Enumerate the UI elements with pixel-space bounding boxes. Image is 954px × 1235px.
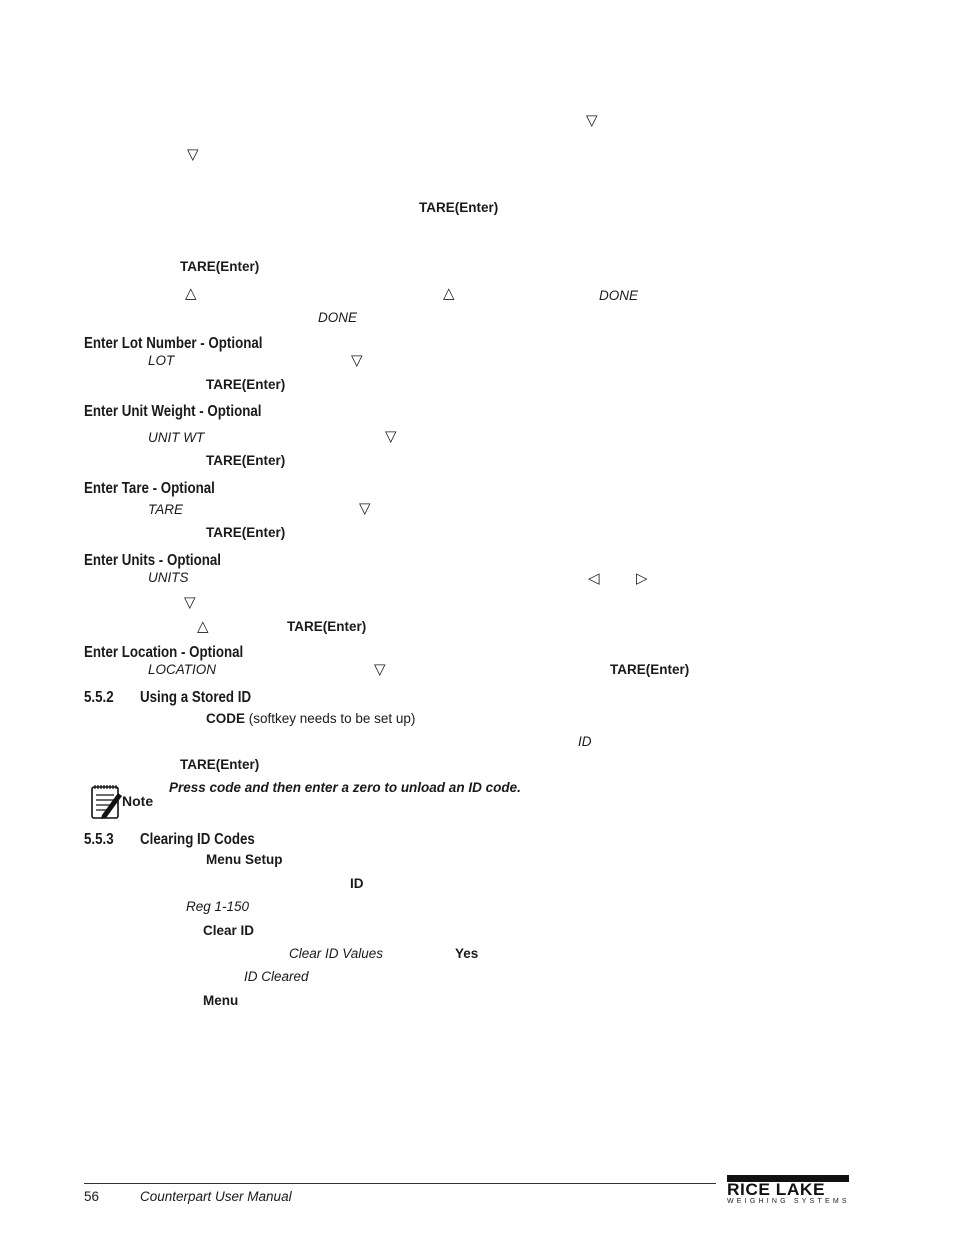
code-note: (softkey needs to be set up) bbox=[245, 711, 416, 726]
tare-enter-key: TARE(Enter) bbox=[287, 619, 367, 634]
left-arrow-icon: ◁ bbox=[588, 569, 600, 587]
tare-enter-key: TARE(Enter) bbox=[610, 662, 690, 677]
done-prompt: DONE bbox=[599, 288, 639, 303]
heading-units: Enter Units - Optional bbox=[84, 552, 222, 569]
down-arrow-icon: ▽ bbox=[374, 660, 386, 678]
yes-key: Yes bbox=[455, 946, 479, 961]
location-prompt: LOCATION bbox=[148, 662, 217, 677]
id-cleared-prompt: ID Cleared bbox=[244, 969, 309, 984]
tare-enter-key: TARE(Enter) bbox=[180, 757, 260, 772]
down-arrow-icon: ▽ bbox=[359, 499, 371, 517]
id-key: ID bbox=[350, 876, 364, 891]
up-arrow-icon: △ bbox=[443, 284, 455, 302]
section-title-clearing: Clearing ID Codes bbox=[140, 831, 255, 848]
down-arrow-icon: ▽ bbox=[184, 593, 196, 611]
heading-lot-number: Enter Lot Number - Optional bbox=[84, 335, 263, 352]
reg-prompt: Reg 1-150 bbox=[186, 899, 250, 914]
down-arrow-icon: ▽ bbox=[586, 111, 598, 129]
logo-sub-text: WEIGHING SYSTEMS bbox=[727, 1198, 850, 1205]
tare-enter-key: TARE(Enter) bbox=[419, 200, 499, 215]
tare-enter-key: TARE(Enter) bbox=[206, 453, 286, 468]
menu-setup-key: Menu Setup bbox=[206, 852, 283, 867]
logo-main-text: RICE LAKE bbox=[727, 1180, 826, 1199]
heading-tare: Enter Tare - Optional bbox=[84, 480, 215, 497]
units-prompt: UNITS bbox=[148, 570, 189, 585]
done-prompt: DONE bbox=[318, 310, 358, 325]
tare-enter-key: TARE(Enter) bbox=[206, 377, 286, 392]
id-prompt: ID bbox=[578, 734, 592, 749]
menu-key: Menu bbox=[203, 993, 239, 1008]
unit-wt-prompt: UNIT WT bbox=[148, 430, 205, 445]
section-title-stored-id: Using a Stored ID bbox=[140, 689, 252, 706]
code-key: CODE bbox=[206, 711, 246, 726]
footer-rule bbox=[84, 1183, 716, 1184]
right-arrow-icon: ▷ bbox=[636, 569, 648, 587]
tare-enter-key: TARE(Enter) bbox=[180, 259, 260, 274]
clear-values-prompt: Clear ID Values bbox=[289, 946, 384, 961]
heading-unit-weight: Enter Unit Weight - Optional bbox=[84, 403, 262, 420]
up-arrow-icon: △ bbox=[197, 617, 209, 635]
section-number: 5.5.3 bbox=[84, 831, 114, 848]
down-arrow-icon: ▽ bbox=[385, 427, 397, 445]
down-arrow-icon: ▽ bbox=[351, 351, 363, 369]
up-arrow-icon: △ bbox=[185, 284, 197, 302]
page-number: 56 bbox=[84, 1189, 100, 1204]
clear-id-key: Clear ID bbox=[203, 923, 255, 938]
lot-prompt: LOT bbox=[148, 353, 175, 368]
manual-title: Counterpart User Manual bbox=[140, 1189, 292, 1204]
note-label: Note bbox=[122, 793, 154, 809]
down-arrow-icon: ▽ bbox=[187, 145, 199, 163]
section-number: 5.5.2 bbox=[84, 689, 114, 706]
note-text: Press code and then enter a zero to unload an ID code. bbox=[169, 780, 521, 795]
heading-location: Enter Location - Optional bbox=[84, 644, 244, 661]
code-line bbox=[206, 712, 415, 726]
tare-enter-key: TARE(Enter) bbox=[206, 525, 286, 540]
tare-prompt: TARE bbox=[148, 502, 184, 517]
